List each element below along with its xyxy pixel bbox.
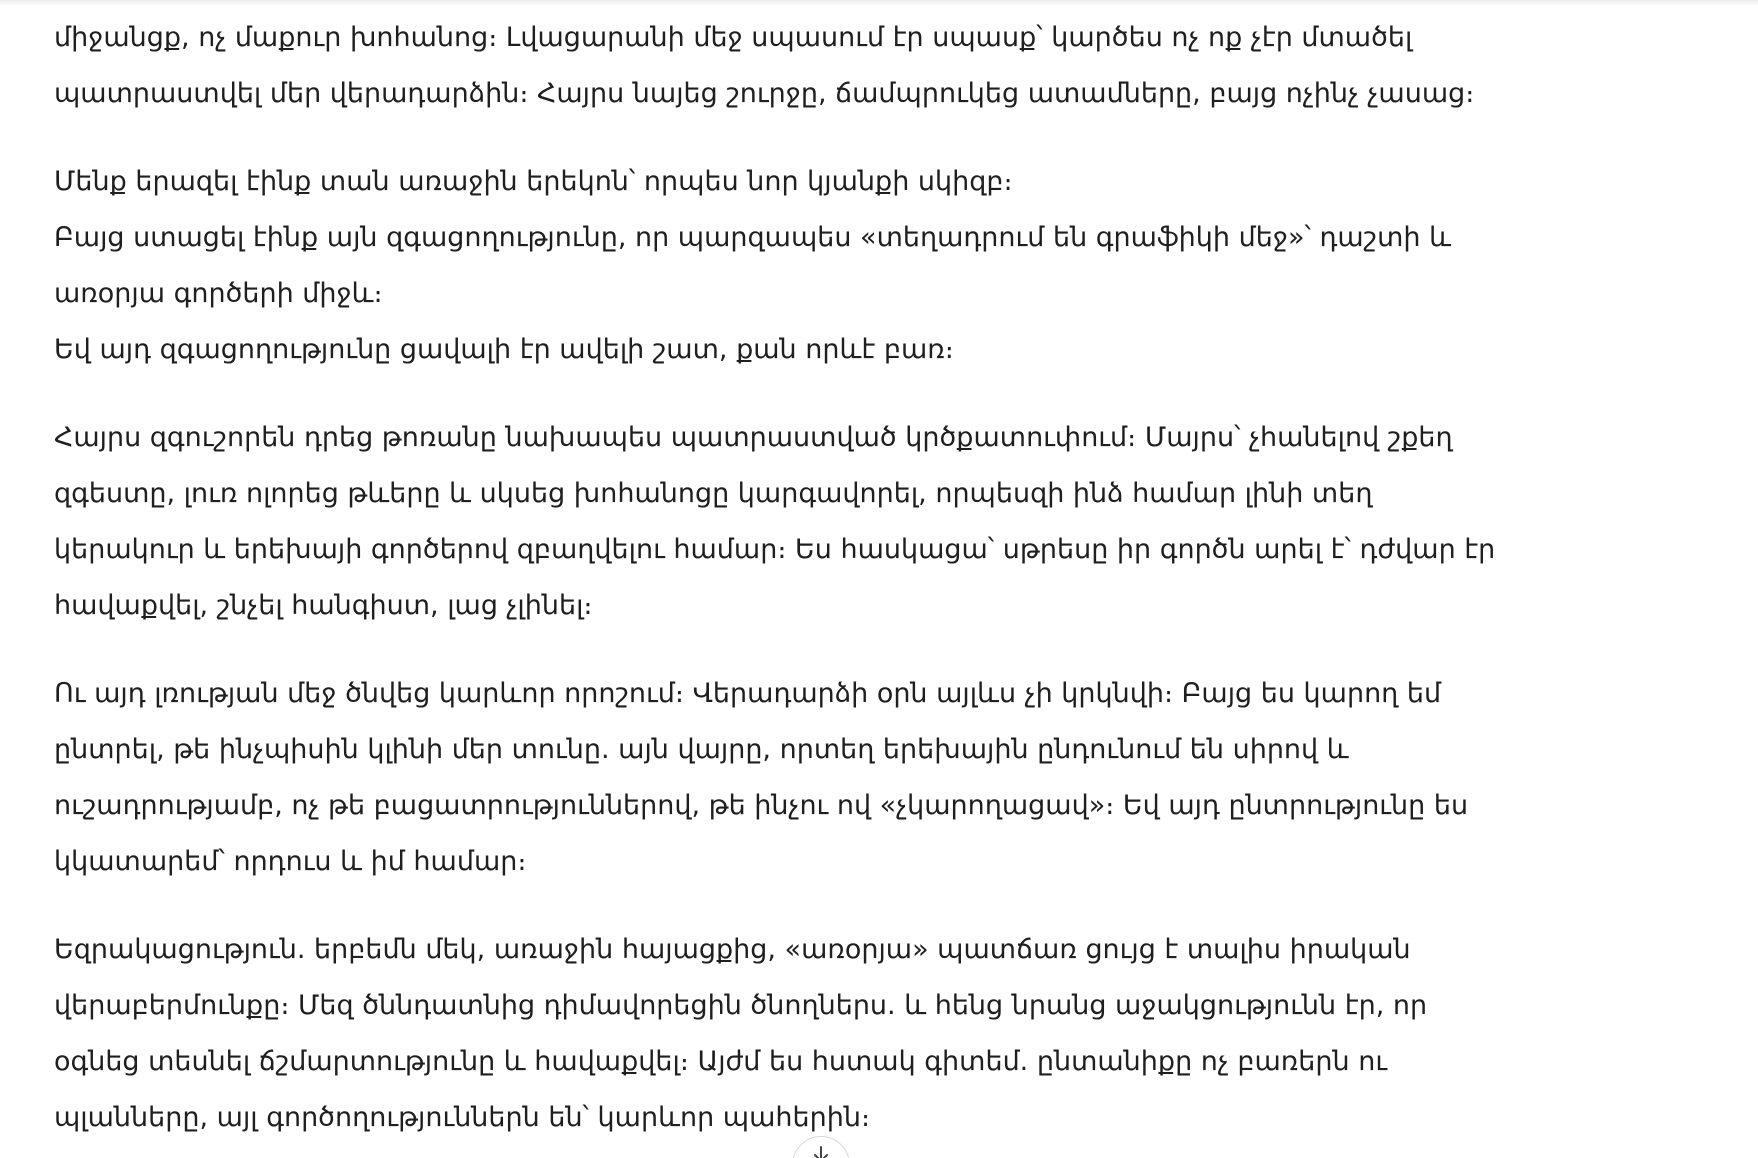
paragraph [54, 154, 1694, 378]
text-line: ուշադրությամբ, ոչ թե բացատրություններով, թե ինչու ով «չկարողացավ»։ Եվ այդ ընտրությունը ես [54, 790, 1469, 821]
text-line: միջանցք, ոչ մաքուր խոհանոց։ Լվացարանի մեջ սպասում էր սպասք՝ կարծես ոչ ոք չէր մտածել [54, 22, 1413, 53]
top-divider [0, 0, 1758, 6]
text-line: Եվ այդ զգացողությունը ցավալի էր ավելի շատ, քան որևէ բառ։ [54, 334, 954, 365]
text-line: զգեստը, լուռ ոլորեց թևերը և սկսեց խոհանոցը կարգավորել, որպեսզի ինձ համար լինի տեղ [54, 478, 1373, 509]
text-line: Ու այդ լռության մեջ ծնվեց կարևոր որոշում։ Վերադարձի օրն այլևս չի կրկնվի։ Բայց ես կարող եմ [54, 678, 1442, 709]
article-text [54, 10, 1694, 1158]
text-line: Մենք երազել էինք տան առաջին երեկոն՝ որպես նոր կյանքի սկիզբ։ [54, 166, 1013, 197]
text-line: պլանները, այլ գործողություններն են՝ կարևոր պահերին։ [54, 1102, 871, 1133]
paragraph [54, 10, 1694, 122]
text-line: օգնեց տեսնել ճշմարտությունը և հավաքվել։ Այժմ ես հստակ գիտեմ. ընտանիքը ոչ բառերն ու [54, 1046, 1388, 1077]
text-line: վերաբերմունքը։ Մեզ ծննդատնից դիմավորեցին ծնողներս. և հենց նրանց աջակցությունն էր, որ [54, 990, 1428, 1021]
arrow-down-icon [811, 1145, 831, 1158]
text-line: Բայց ստացել էինք այն զգացողությունը, որ պարզապես «տեղադրում են գրաֆիկի մեջ»՝ դաշտի և [54, 222, 1452, 253]
text-line: Եզրակացություն. երբեմն մեկ, առաջին հայացքից, «առօրյա» պատճառ ցույց է տալիս իրական [54, 934, 1411, 965]
text-line: պատրաստվել մեր վերադարձին։ Հայրս նայեց շուրջը, ճամպրուկեց ատամները, բայց ոչինչ չասաց։ [54, 78, 1475, 109]
text-line: հավաքվել, շնչել հանգիստ, լաց չլինել։ [54, 590, 593, 621]
text-line: կկատարեմ՝ որդուս և իմ համար։ [54, 846, 527, 877]
paragraph [54, 410, 1694, 634]
text-line: կերակուր և երեխայի գործերով զբաղվելու համար։ Ես հասկացա՝ սթրեսը իր գործն արել է՝ դժվար էր [54, 534, 1496, 565]
text-line: ընտրել, թե ինչպիսին կլինի մեր տունը. այն վայրը, որտեղ երեխային ընդունում են սիրով և [54, 734, 1349, 765]
text-line: առօրյա գործերի միջև։ [54, 278, 383, 309]
paragraph [54, 666, 1694, 890]
paragraph [54, 922, 1694, 1146]
text-line: Հայրս զգուշորեն դրեց թոռանը նախապես պատրաստված կրծքատուփում։ Մայրս՝ չհանելով շքեղ [54, 422, 1453, 453]
